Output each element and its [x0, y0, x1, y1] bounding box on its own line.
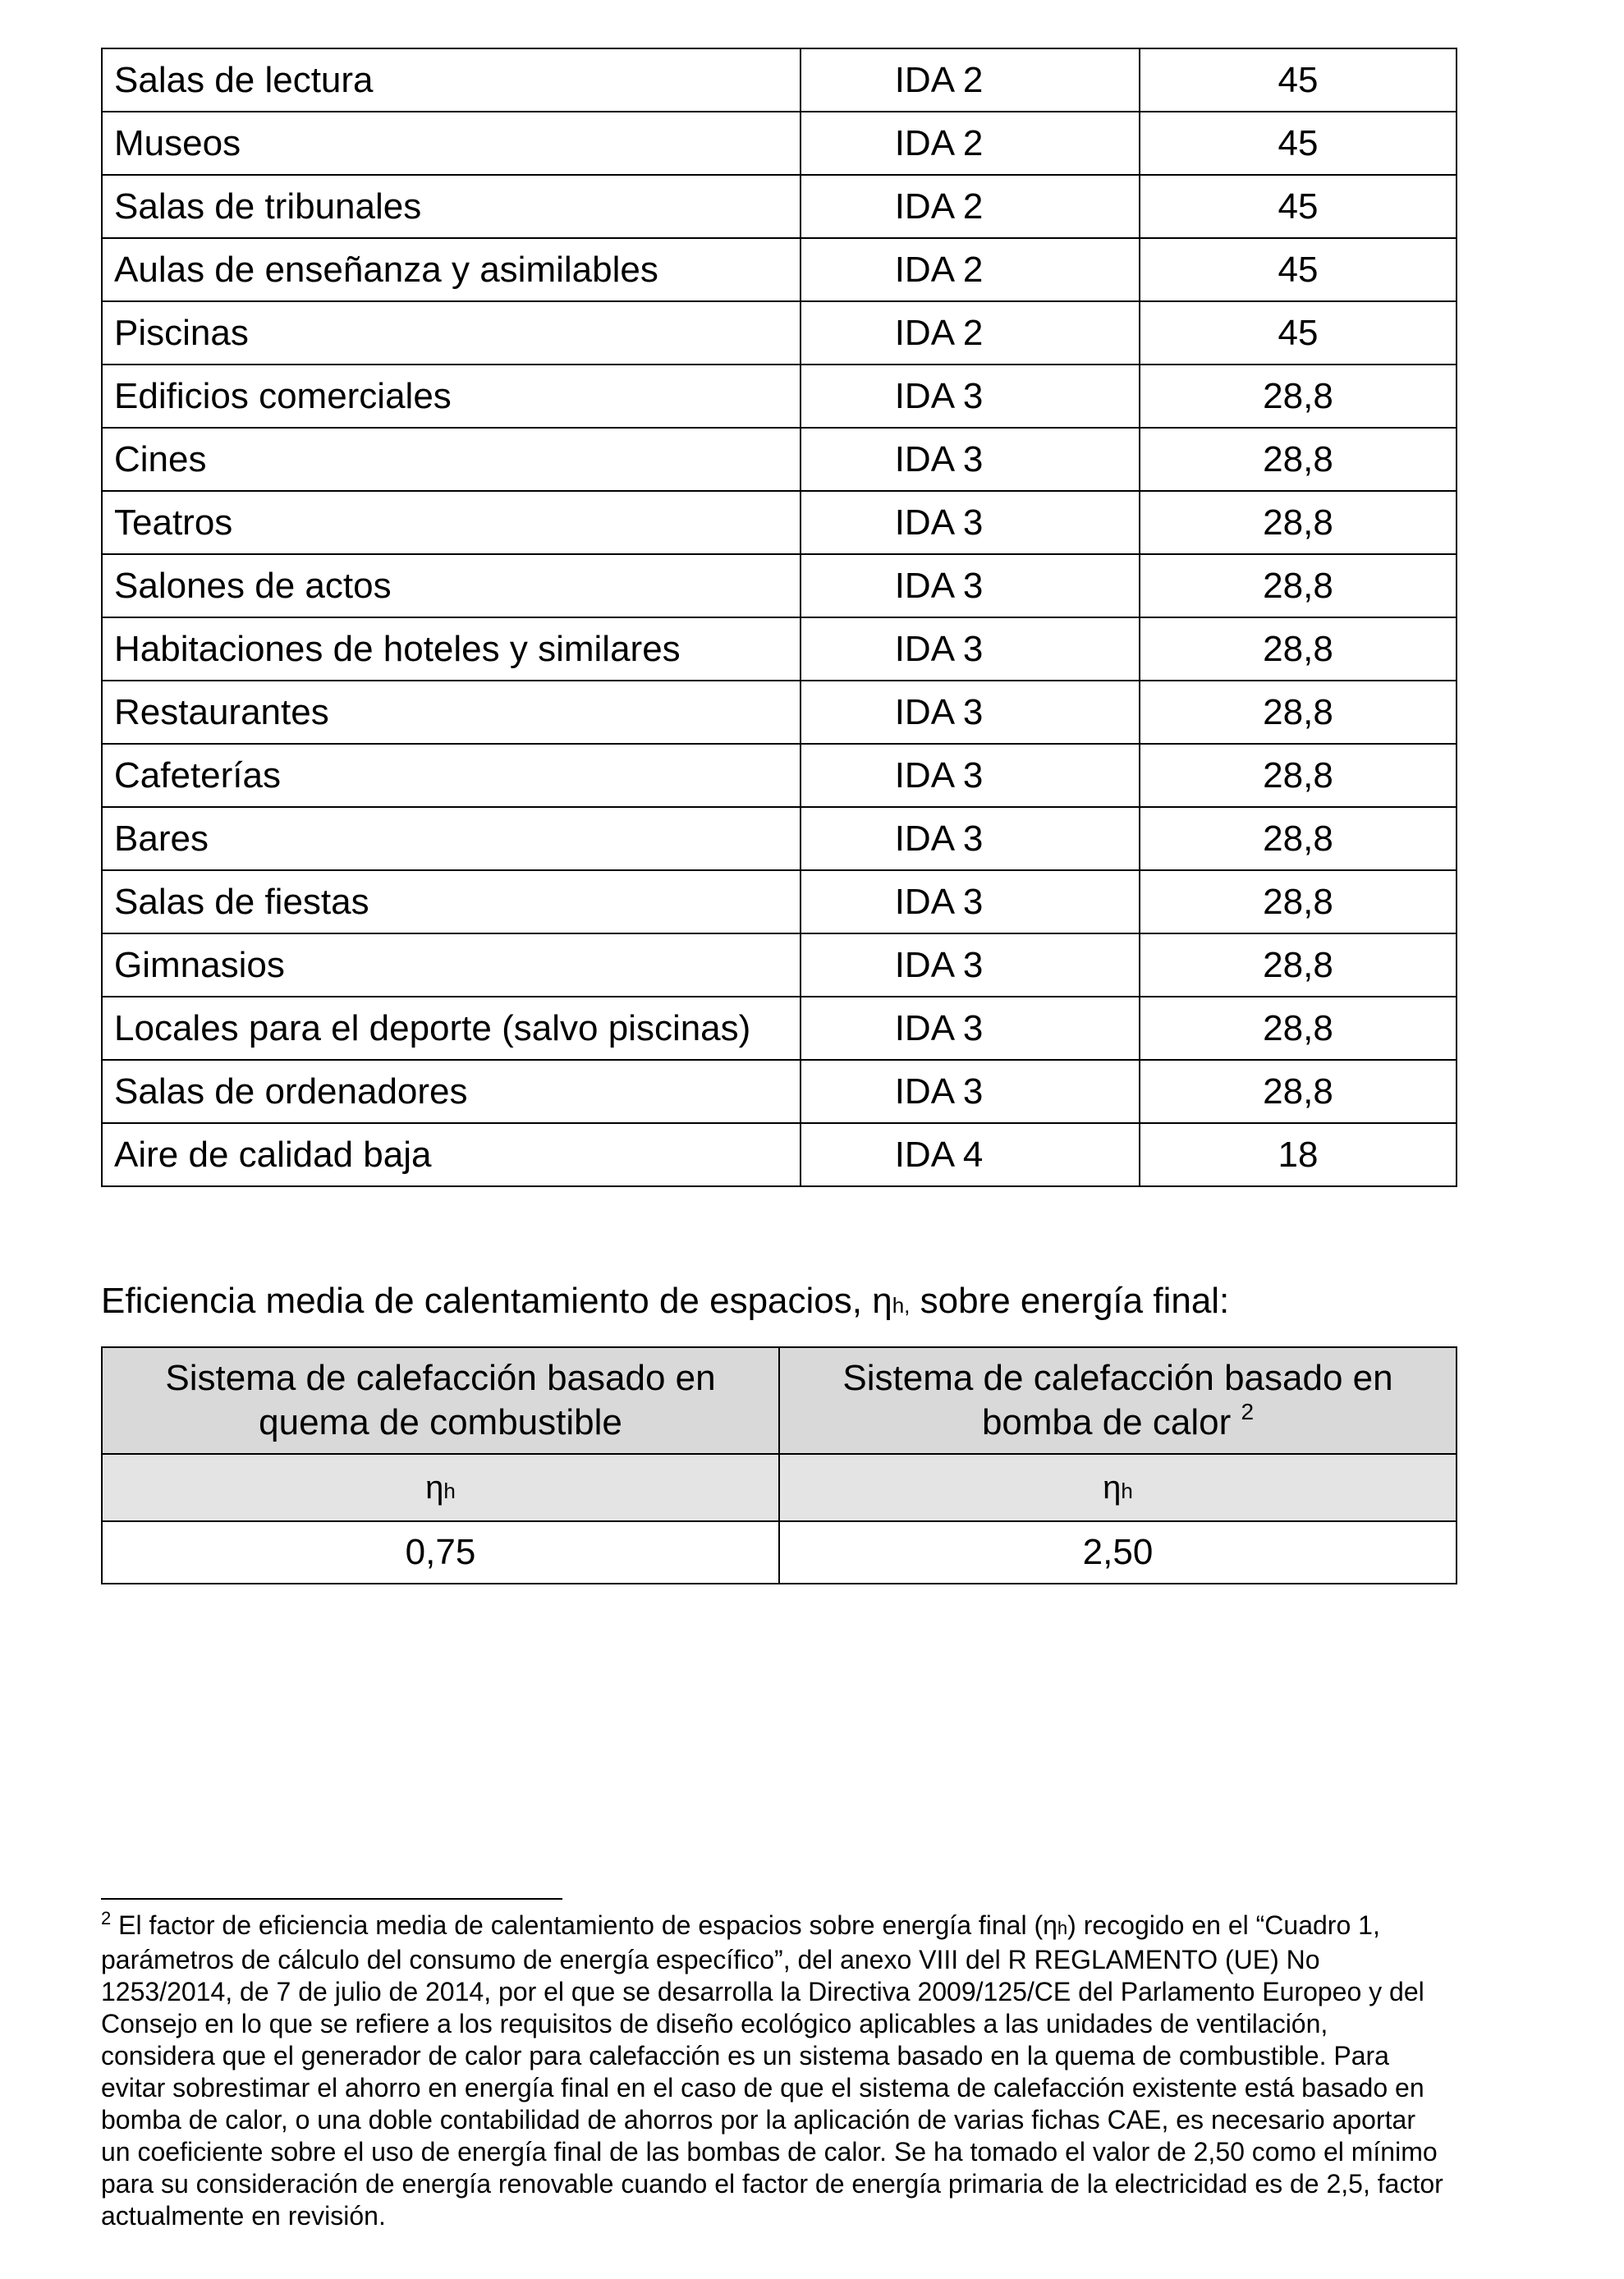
footnote-divider: [101, 1898, 562, 1900]
ida-category-cell: IDA 3: [801, 365, 1140, 428]
table-row: [102, 301, 1457, 365]
ida-category-cell: IDA 3: [801, 681, 1140, 744]
space-cell: Teatros: [102, 491, 801, 554]
table-row: [102, 48, 1457, 112]
value-cell: 28,8: [1140, 491, 1457, 554]
space-cell: Aulas de enseñanza y asimilables: [102, 238, 801, 301]
value-cell: 28,8: [1140, 617, 1457, 681]
value-cell: 45: [1140, 48, 1457, 112]
space-cell: Piscinas: [102, 301, 801, 365]
space-cell: Bares: [102, 807, 801, 870]
ida-category-cell: IDA 2: [801, 48, 1140, 112]
value-cell: 28,8: [1140, 365, 1457, 428]
efficiency-caption: [101, 1281, 1229, 1322]
table-row: [102, 870, 1457, 933]
efficiency-table: [101, 1346, 1457, 1584]
ida-category-cell: IDA 2: [801, 175, 1140, 238]
ida-category-cell: IDA 3: [801, 617, 1140, 681]
table-row: [102, 1060, 1457, 1123]
footnote-text-tail: ) recogido en el “Cuadro 1, parámetros de cálculo del consumo de energía específico”, del anexo VIII del R REGLAMENTO (UE) No 1253/2014, de 7 de julio de 2014, por el que se desarrolla la Directiva 2009/125/CE del Parlamento Europeo y del Consejo en lo que se refiere a los requisitos de diseño ecológico aplicables a las unidades de ventilación, considera que el generador de calor para calefacción es un sistema basado en la quema de combustible. Para evitar sobrestimar el ahorro en energía final en el caso de que el sistema de calefacción existente está basado en bomba de calor, o una doble contabilidad de ahorros por la aplicación de varias fichas CAE, es necesario aportar un coeficiente sobre el uso de energía final de las bombas de calor. Se ha tomado el valor de 2,50 como el mínimo para su consideración de energía renovable cuando el factor de energía primaria de la electricidad es de 2,5, factor actualmente en revisión.: [101, 1910, 1443, 2231]
ida-category-cell: IDA 3: [801, 1060, 1140, 1123]
table-row: [102, 175, 1457, 238]
eta-subscript: h: [443, 1478, 456, 1503]
value-combustion: 0,75: [102, 1521, 779, 1584]
ida-category-cell: IDA 3: [801, 744, 1140, 807]
value-cell: 28,8: [1140, 997, 1457, 1060]
header-combustion-line1: Sistema de calefacción basado en: [165, 1358, 716, 1399]
space-cell: Museos: [102, 112, 801, 175]
footnote-marker: 2: [101, 1908, 112, 1928]
value-cell: 18: [1140, 1123, 1457, 1186]
ida-category-cell: IDA 2: [801, 301, 1140, 365]
header-heatpump-system: [779, 1347, 1457, 1454]
efficiency-value-row: [102, 1521, 1457, 1584]
table-row: [102, 744, 1457, 807]
ida-category-cell: IDA 3: [801, 807, 1140, 870]
space-cell: Edificios comerciales: [102, 365, 801, 428]
table-row: [102, 933, 1457, 997]
eta-symbol: η: [425, 1469, 444, 1506]
value-cell: 28,8: [1140, 428, 1457, 491]
table-row: [102, 997, 1457, 1060]
footnote-reference: 2: [1241, 1399, 1255, 1424]
value-cell: 45: [1140, 112, 1457, 175]
value-cell: 28,8: [1140, 744, 1457, 807]
space-cell: Aire de calidad baja: [102, 1123, 801, 1186]
eta-combustion-symbol: [102, 1454, 779, 1521]
ida-category-cell: IDA 2: [801, 112, 1140, 175]
value-cell: 28,8: [1140, 1060, 1457, 1123]
ida-category-cell: IDA 3: [801, 997, 1140, 1060]
table-row: [102, 617, 1457, 681]
ida-category-cell: IDA 4: [801, 1123, 1140, 1186]
ida-category-cell: IDA 3: [801, 554, 1140, 617]
efficiency-caption-text: Eficiencia media de calentamiento de espacios, η: [101, 1281, 892, 1321]
footnote-subscript: h: [1057, 1918, 1068, 1938]
value-cell: 28,8: [1140, 870, 1457, 933]
space-cell: Cines: [102, 428, 801, 491]
eta-subscript: h: [1121, 1478, 1133, 1503]
ida-category-cell: IDA 3: [801, 933, 1140, 997]
ida-category-cell: IDA 3: [801, 428, 1140, 491]
space-cell: Salas de fiestas: [102, 870, 801, 933]
footnote: [101, 1910, 1447, 2232]
table-row: [102, 238, 1457, 301]
table-row: [102, 112, 1457, 175]
occupancy-table-body: [102, 48, 1457, 1186]
value-cell: 28,8: [1140, 681, 1457, 744]
table-row: [102, 491, 1457, 554]
space-cell: Salas de tribunales: [102, 175, 801, 238]
table-row: [102, 554, 1457, 617]
table-row: [102, 428, 1457, 491]
space-cell: Gimnasios: [102, 933, 801, 997]
value-cell: 45: [1140, 301, 1457, 365]
footnote-text: El factor de eficiencia media de calentamiento de espacios sobre energía final (η: [111, 1910, 1057, 1940]
header-heatpump-line1: Sistema de calefacción basado en: [842, 1358, 1393, 1399]
efficiency-caption-tail: sobre energía final:: [910, 1281, 1230, 1321]
space-cell: Salas de lectura: [102, 48, 801, 112]
header-combustion-line2: quema de combustible: [259, 1402, 622, 1442]
occupancy-table: [101, 48, 1457, 1187]
table-row: [102, 681, 1457, 744]
space-cell: Locales para el deporte (salvo piscinas): [102, 997, 801, 1060]
space-cell: Cafeterías: [102, 744, 801, 807]
ida-category-cell: IDA 2: [801, 238, 1140, 301]
value-cell: 28,8: [1140, 554, 1457, 617]
value-cell: 28,8: [1140, 807, 1457, 870]
value-cell: 28,8: [1140, 933, 1457, 997]
efficiency-caption-subscript: h,: [892, 1293, 911, 1318]
efficiency-header-row: [102, 1347, 1457, 1454]
value-cell: 45: [1140, 238, 1457, 301]
value-heatpump: 2,50: [779, 1521, 1457, 1584]
header-heatpump-line2: bomba de calor: [981, 1402, 1241, 1442]
ida-category-cell: IDA 3: [801, 870, 1140, 933]
ida-category-cell: IDA 3: [801, 491, 1140, 554]
table-row: [102, 1123, 1457, 1186]
eta-heatpump-symbol: [779, 1454, 1457, 1521]
header-combustion-system: [102, 1347, 779, 1454]
efficiency-symbol-row: [102, 1454, 1457, 1521]
space-cell: Habitaciones de hoteles y similares: [102, 617, 801, 681]
space-cell: Salones de actos: [102, 554, 801, 617]
value-cell: 45: [1140, 175, 1457, 238]
table-row: [102, 365, 1457, 428]
eta-symbol: η: [1103, 1469, 1122, 1506]
table-row: [102, 807, 1457, 870]
space-cell: Salas de ordenadores: [102, 1060, 801, 1123]
space-cell: Restaurantes: [102, 681, 801, 744]
